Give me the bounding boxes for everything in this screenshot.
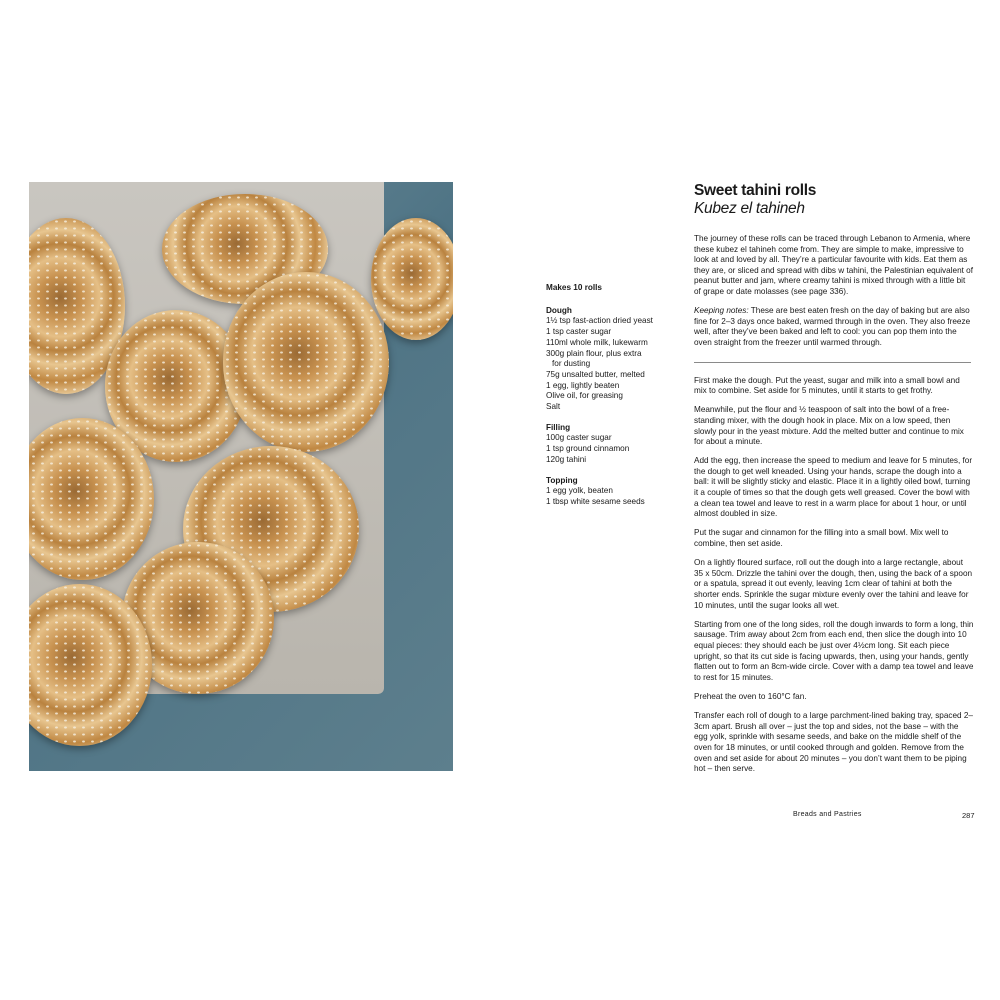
recipe-title: Sweet tahini rolls — [694, 182, 817, 199]
dough-heading: Dough — [546, 305, 572, 315]
intro-paragraph: The journey of these rolls can be traced through Lebanon to Armenia, where these kubez el tahineh come from. They are simple to make, impressive to look at and loved by all. They’re a particular favourite with kids. Eat them as they are, or sliced and spread with dibs w tahini, the Palestinian equivalent of peanut butter and jam, where creamy tahini is mixed through with a little bit of grape or date molasses (see page 336). — [694, 234, 973, 296]
method-step: Preheat the oven to 160°C fan. — [694, 691, 807, 701]
divider — [694, 362, 971, 363]
roll-image — [371, 218, 453, 340]
recipe-subtitle: Kubez el tahineh — [694, 200, 805, 217]
ingredient-item: 75g unsalted butter, melted — [546, 369, 645, 379]
ingredients-list — [546, 283, 676, 508]
running-footer-section: Breads and Pastries — [793, 811, 862, 818]
ingredient-item: 100g caster sugar — [546, 433, 612, 443]
method-step: Starting from one of the long sides, roll the dough inwards to form a long, thin sausage. Trim away about 2cm from each end, then slice the dough into 10 equal pieces: they should each be just over 4½cm long. Sit each piece upright, so that its cut side is facing upwards, then, using your hands, gently flatten out to form an 8cm-wide circle. Cover with a damp tea towel and leave to rest for 15 minutes. — [694, 619, 974, 682]
ingredient-item: 1 egg yolk, beaten — [546, 486, 613, 496]
method-step: Add the egg, then increase the speed to medium and leave for 5 minutes, for the dough to get well kneaded. Using your hands, scrape the dough into a ball: it will be slightly sticky and elastic. Place it in a lightly oiled bowl, turning it a couple of times so that the dough gets well greased. Cover the bowl with a clean tea towel and leave to rest in a warm place for about 1 hour, or until almost doubled in size. — [694, 456, 973, 519]
recipe-body — [694, 182, 974, 783]
ingredient-item: Salt — [546, 402, 561, 412]
ingredient-item: Olive oil, for greasing — [546, 391, 623, 401]
page-number: 287 — [962, 811, 975, 820]
ingredient-item: 1 tbsp white sesame seeds — [546, 496, 645, 506]
ingredient-item: 300g plain flour, plus extra — [546, 348, 642, 358]
ingredient-item: 120g tahini — [546, 454, 587, 464]
method-step: Transfer each roll of dough to a large parchment-lined baking tray, spaced 2–3cm apart. Brush all over – just the top and sides, not the base – with the egg yolk, sprinkle with sesame seeds, and bake on the middle shelf of the oven for 18 minutes, or until cooked through and golden. Remove from the oven and set aside for about 20 minutes – you don’t want them to be piping hot – then serve. — [694, 711, 973, 774]
method-step: On a lightly floured surface, roll out the dough into a large rectangle, about 35 x 50cm. Drizzle the tahini over the dough, then, using the back of a spoon or a spatula, spread it out evenly, leaving 1cm clear of tahini at both the shorter ends. Sprinkle the sugar mixture evenly over the tahini and leave for 10 minutes, until the sugar looks all wet. — [694, 558, 973, 610]
roll-image — [223, 272, 389, 452]
recipe-yield: Makes 10 rolls — [546, 283, 602, 292]
ingredient-item: 110ml whole milk, lukewarm — [546, 337, 648, 347]
method-step: First make the dough. Put the yeast, sugar and milk into a small bowl and mix to combine. Set aside for 5 minutes, until it starts to get frothy. — [694, 375, 960, 396]
ingredient-item: 1 egg, lightly beaten — [546, 380, 620, 390]
ingredient-item: 1½ tsp fast-action dried yeast — [546, 316, 653, 326]
ingredient-item: 1 tsp caster sugar — [546, 327, 612, 337]
method-step: Meanwhile, put the flour and ½ teaspoon of salt into the bowl of a free-standing mixer, with the dough hook in place. Mix on a low speed, then slowly pour in the yeast mixture. Add the melted butter and continue to mix for about a minute. — [694, 405, 964, 447]
keeping-notes — [694, 306, 974, 348]
ingredient-item: 1 tsp ground cinnamon — [546, 444, 630, 454]
method-step: Put the sugar and cinnamon for the filling into a small bowl. Mix well to combine, then set aside. — [694, 528, 949, 549]
keeping-notes-label: Keeping notes: — [694, 306, 749, 316]
recipe-photo — [29, 182, 453, 771]
topping-heading: Topping — [546, 475, 578, 485]
ingredient-item: for dusting — [552, 359, 591, 369]
keeping-notes-text: These are best eaten fresh on the day of baking but are also fine for 2–3 days once baked, warmed through in the oven. They also freeze well, after they’ve been baked and left to cool: you can pop them into the oven straight from the freezer until warmed through. — [694, 306, 971, 347]
filling-heading: Filling — [546, 422, 571, 432]
